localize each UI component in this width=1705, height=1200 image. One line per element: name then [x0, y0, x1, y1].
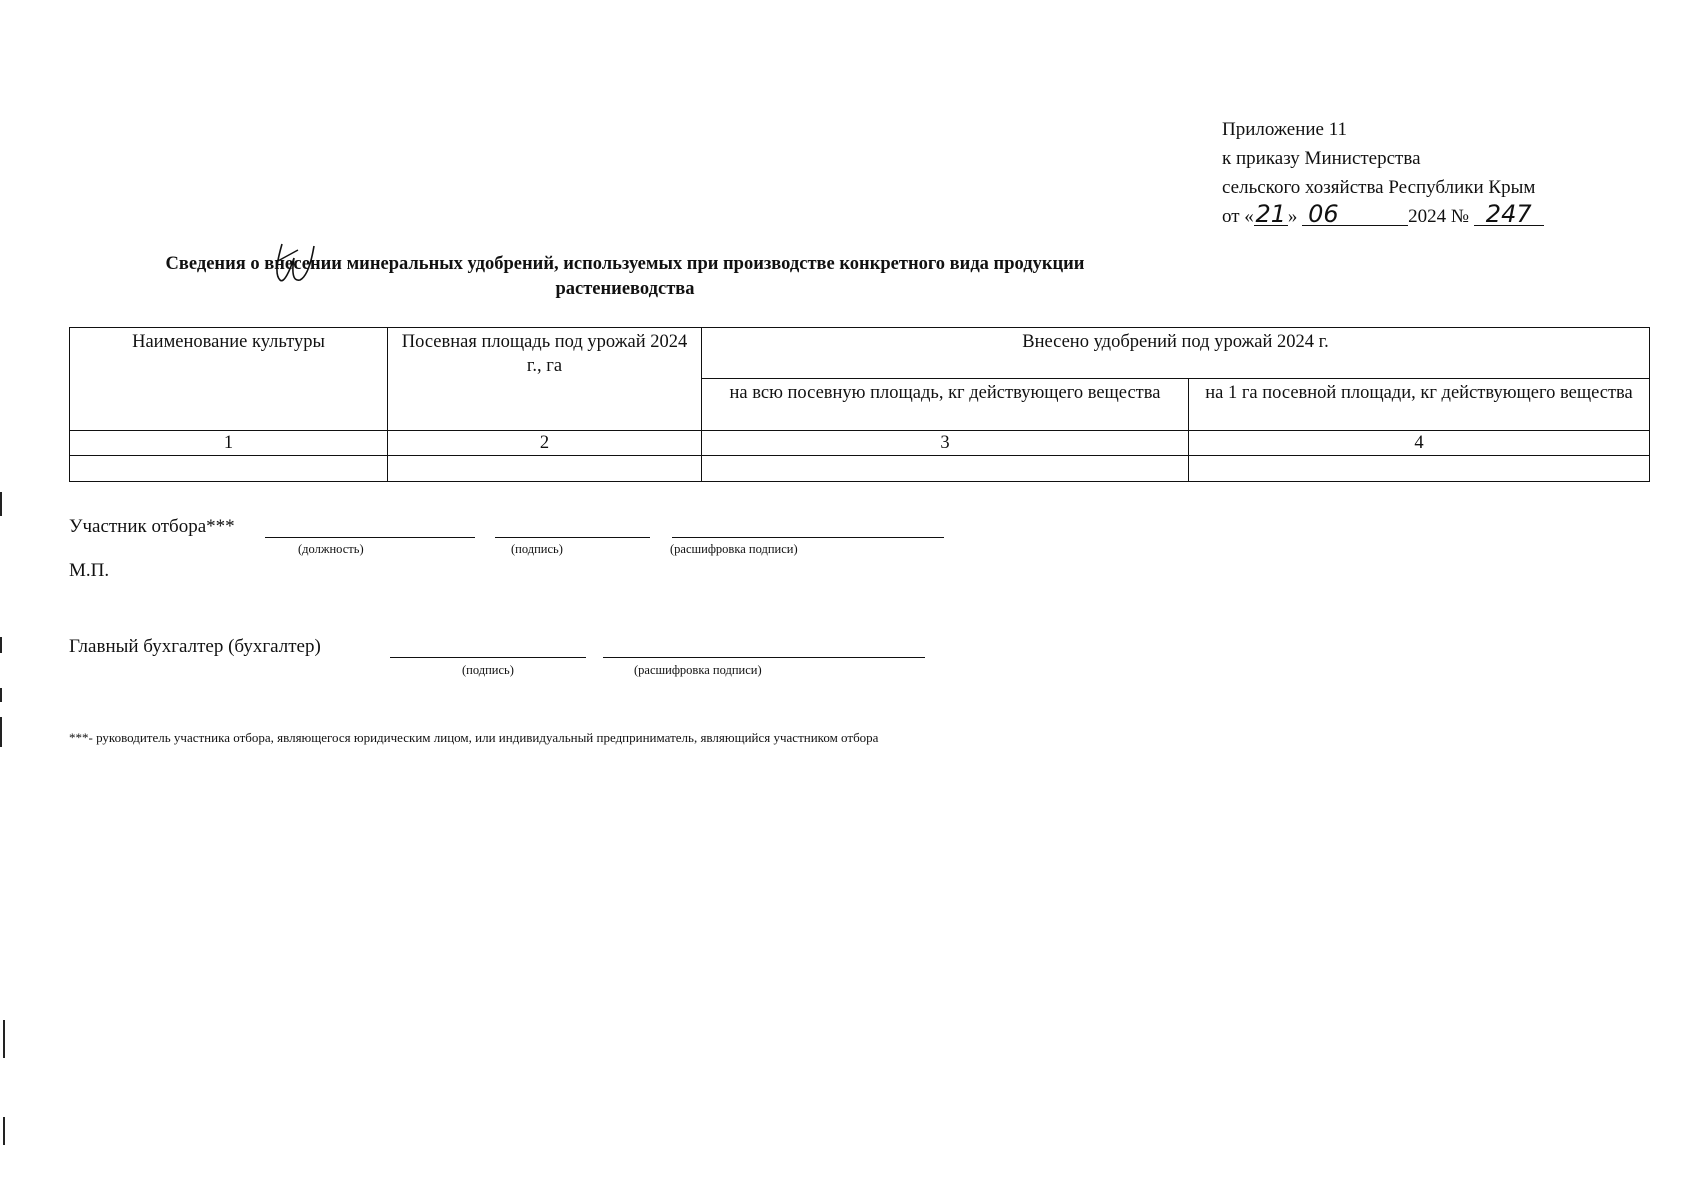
handwritten-day: 21	[1255, 200, 1287, 228]
header-fertilizer-group: Внесено удобрений под урожай 2024 г.	[702, 328, 1650, 379]
scan-artifact	[0, 637, 2, 653]
participant-label: Участник отбора***	[69, 516, 235, 537]
empty-cell[interactable]	[702, 456, 1189, 482]
header-per-hectare: на 1 га посевной площади, кг действующего вещества	[1189, 379, 1650, 431]
empty-cell[interactable]	[1189, 456, 1650, 482]
empty-cell[interactable]	[70, 456, 388, 482]
appendix-line: сельского хозяйства Республики Крым	[1222, 177, 1536, 198]
caption-signature: (подпись)	[462, 663, 514, 677]
document-title	[60, 252, 1190, 302]
caption-position: (должность)	[298, 542, 364, 556]
appendix-line: к приказу Министерства	[1222, 148, 1421, 169]
fertilizer-table	[69, 327, 1650, 482]
footnote: ***- руководитель участника отбора, являющегося юридическим лицом, или индивидуальный предприниматель, являющийся участником отбора	[69, 730, 879, 745]
column-number: 3	[702, 431, 1189, 456]
scan-artifact	[0, 717, 2, 747]
caption-signature: (подпись)	[511, 542, 563, 556]
column-number: 2	[388, 431, 702, 456]
scan-artifact	[3, 1117, 5, 1145]
column-number: 1	[70, 431, 388, 456]
appendix-block	[1222, 115, 1544, 231]
date-mid: »	[1287, 206, 1298, 227]
stamp-place: М.П.	[69, 560, 110, 581]
header-sown-area: Посевная площадь под урожай 2024 г., га	[388, 328, 702, 431]
signature-decoding-line[interactable]	[672, 537, 944, 538]
title-line: растениеводства	[555, 279, 695, 299]
empty-cell[interactable]	[388, 456, 702, 482]
accountant-signature-line[interactable]	[390, 657, 586, 658]
appendix-date-line	[1222, 202, 1544, 231]
position-line[interactable]	[265, 537, 475, 538]
scan-artifact	[0, 688, 2, 702]
column-number: 4	[1189, 431, 1650, 456]
appendix-line: Приложение 11	[1222, 119, 1348, 140]
header-crop-name: Наименование культуры	[70, 328, 388, 431]
header-total-area: на всю посевную площадь, кг действующего вещества	[702, 379, 1189, 431]
accountant-decoding-line[interactable]	[603, 657, 925, 658]
caption-decoding: (расшифровка подписи)	[634, 663, 762, 677]
scan-artifact	[3, 1020, 5, 1058]
accountant-label: Главный бухгалтер (бухгалтер)	[69, 636, 321, 657]
date-year: 2024 №	[1408, 206, 1469, 227]
handwritten-order-number: 247	[1474, 203, 1544, 226]
scan-artifact	[0, 492, 2, 516]
date-prefix: от «	[1222, 206, 1254, 227]
signature-line[interactable]	[495, 537, 650, 538]
title-line: Сведения о внесении минеральных удобрений, используемых при производстве конкретного вида продукции	[165, 254, 1085, 274]
handwritten-month: 06	[1302, 203, 1408, 226]
caption-decoding: (расшифровка подписи)	[670, 542, 798, 556]
